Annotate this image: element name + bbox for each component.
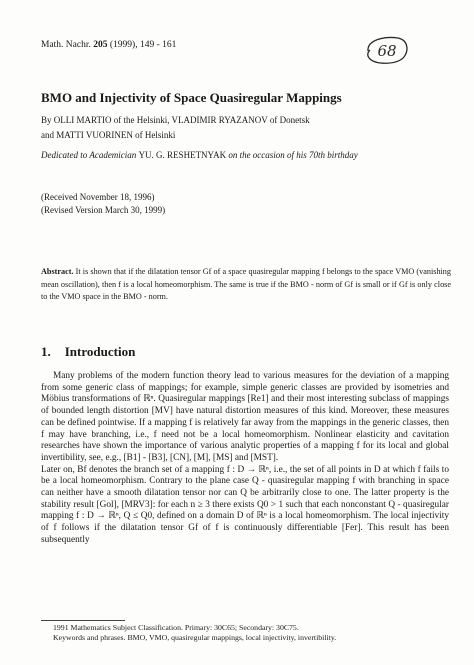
abstract bbox=[41, 266, 451, 304]
received-dates bbox=[41, 191, 165, 217]
author-line-1: By OLLI MARTIO of the Helsinki, VLADIMIR RYAZANOV of Donetsk bbox=[41, 115, 310, 125]
handwritten-number: 68 bbox=[377, 42, 397, 60]
dedication-name: YU. G. RESHETNYAK bbox=[138, 150, 227, 160]
journal-prefix: Math. Nachr. bbox=[41, 40, 91, 50]
journal-year-pages: (1999), 149 - 161 bbox=[109, 40, 177, 50]
handwritten-annotation bbox=[364, 34, 410, 66]
paper-title: BMO and Injectivity of Space Quasiregular Mappings bbox=[41, 90, 342, 105]
section-number: 1. bbox=[41, 344, 51, 359]
abstract-label: Abstract. bbox=[41, 267, 74, 276]
footnote bbox=[53, 623, 453, 642]
section-title: Introduction bbox=[64, 344, 136, 359]
dedication-suffix: on the occasion of his 70th birthday bbox=[228, 150, 358, 160]
footnote-classification: 1991 Mathematics Subject Classification. Primary: 30C65; Secondary: 30C75. bbox=[53, 623, 299, 632]
received-date: (Received November 18, 1996) bbox=[41, 192, 155, 202]
journal-reference bbox=[41, 40, 176, 50]
author-line-2: and MATTI VUORINEN of Helsinki bbox=[41, 130, 176, 140]
author-block bbox=[41, 113, 441, 143]
section-heading bbox=[41, 344, 135, 360]
dedication bbox=[41, 150, 358, 160]
revised-date: (Revised Version March 30, 1999) bbox=[41, 205, 166, 215]
footnote-keywords: Keywords and phrases. BMO, VMO, quasiregular mappings, local injectivity, invertibility. bbox=[53, 632, 337, 642]
paragraph: Many problems of the modern function theory lead to various measures for the deviation of a mapping from some generic class of mappings; for example, simple generic classes are provided by isometries and Möbius transformations of ℝⁿ. Quasiregular mappings [Re1] and their most interesting subclass of mappings of bounded length distortion [MV] have natural distortion measures of this kind. Moreover, these measures can be defined pointwise. If a mapping f is relatively far away from the mappings in the generic classes, then f may have branching, i.e., f need not be a local homeomorphism. Nonlinear elasticity and cavitation researches have shown the importance of various analytic properties of a mapping f for its local and global invertibility, see, e.g., [B1] - [B3], [CN], [M], [MS] and [MST]. bbox=[41, 371, 449, 463]
journal-volume: 205 bbox=[93, 40, 108, 50]
footnote-divider bbox=[41, 620, 125, 621]
dedication-prefix: Dedicated to Academician bbox=[41, 150, 137, 160]
paragraph: Later on, Bf denotes the branch set of a mapping f : D → ℝⁿ, i.e., the set of all points in D at which f fails to be a local homeomorphism. Contrary to the plane case Q - quasiregular mapping f with branching in space can neither have a smooth dilatation tensor nor can Q be arbitrarily close to one. The latter property is the stability result [Gol], [MRV3]: for each n ≥ 3 there exists Q0 > 1 such that each nonconstant Q - quasiregular mapping f : D → ℝⁿ, Q ≤ Q0, defined on a domain D of ℝⁿ is a local homeomorphism. The local injectivity of f follows if the dilatation tensor Gf of f is continuously differentiable [Fer]. This result has been subsequently bbox=[41, 464, 449, 545]
abstract-text: It is shown that if the dilatation tensor Gf of a space quasiregular mapping f belongs to the space VMO (vanishing mean oscillation), then f is a local homeomorphism. The same is true if the BMO - norm of Gf is small or if Gf is only close to the VMO space in the BMO - norm. bbox=[41, 267, 451, 301]
body-text bbox=[41, 371, 449, 547]
